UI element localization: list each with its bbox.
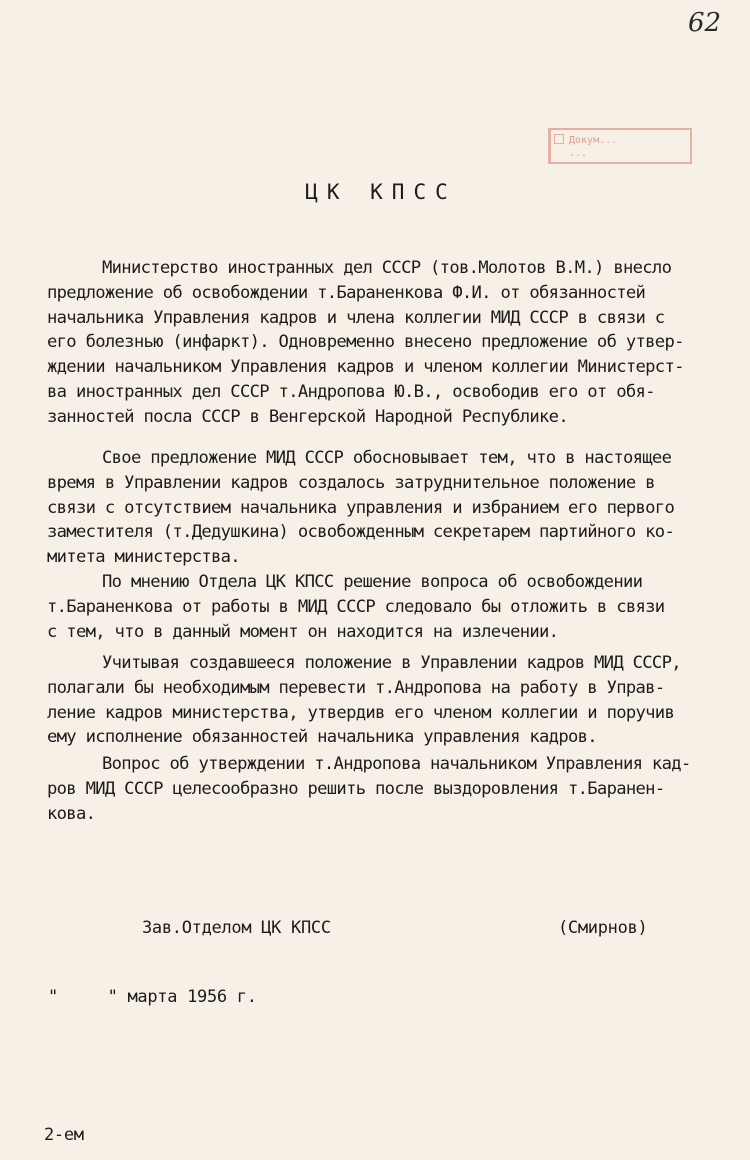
paragraph-3-line: с тем, что в данный момент он находится на излечении. (47, 621, 559, 642)
paragraph-2-line: Свое предложение МИД СССР обосновывает тем, что в настоящее (102, 448, 672, 468)
document-heading: ЦК КПСС (305, 180, 457, 204)
paragraph-4-line: Учитывая создавшееся положение в Управлении кадров МИД СССР, (102, 653, 681, 673)
paragraph-4-line: полагали бы необходимым перевести т.Андропова на работу в Управ- (47, 677, 665, 698)
paragraph-1-line: его болезнью (инфаркт). Одновременно внесено предложение об утвер- (47, 332, 684, 353)
signature-title: Зав.Отделом ЦК КПСС (142, 918, 331, 938)
paragraph-1-line: Министерство иностранных дел СССР (тов.Молотов В.М.) внесло (102, 258, 672, 278)
paragraph-4-line: ему исполнение обязанностей начальника управления кадров. (47, 727, 597, 748)
paragraph-5-line: кова. (47, 803, 96, 824)
paragraph-2-line: заместителя (т.Дедушкина) освобожденным секретарем партийного ко- (47, 522, 675, 543)
paragraph-5-line: ров МИД СССР целесообразно решить после выздоровления т.Баранен- (47, 778, 665, 799)
page-number: 62 (688, 8, 722, 38)
paragraph-3-line: По мнению Отдела ЦК КПСС решение вопроса об освобождении (102, 572, 643, 592)
paragraph-5-line: Вопрос об утверждении т.Андропова начальником Управления кад- (102, 754, 691, 774)
paragraph-1-line: начальника Управления кадров и члена коллегии МИД СССР в связи с (47, 307, 665, 328)
stamp-line-2: ... (569, 148, 588, 159)
paragraph-1-line: ва иностранных дел СССР т.Андропова Ю.В., освободив его от обя- (47, 382, 655, 402)
paragraph-4-line: ление кадров министерства, утвердив его членом коллегии и поручив (47, 702, 675, 723)
paragraph-1-line: предложение об освобождении т.Бараненкова Ф.И. от обязанностей (47, 282, 646, 303)
registration-stamp (548, 128, 692, 164)
signature-name: (Смирнов) (558, 918, 648, 938)
stamp-line-1: Докум... (569, 135, 618, 146)
paragraph-2-line: связи с отсутствием начальника управления и избранием его первого (47, 497, 675, 518)
paragraph-2-line: время в Управлении кадров создалось затруднительное положение в (47, 472, 655, 493)
paragraph-3-line: т.Бараненкова от работы в МИД СССР следовало бы отложить в связи (47, 596, 665, 617)
typist-mark: 2-ем (44, 1125, 84, 1145)
paragraph-1-line: ждении начальником Управления кадров и членом коллегии Министерст- (47, 357, 684, 378)
document-date: " " марта 1956 г. (48, 987, 257, 1007)
paragraph-1-line: занностей посла СССР в Венгерской Народной Республике. (47, 406, 568, 427)
paragraph-2-line: митета министерства. (47, 547, 240, 568)
